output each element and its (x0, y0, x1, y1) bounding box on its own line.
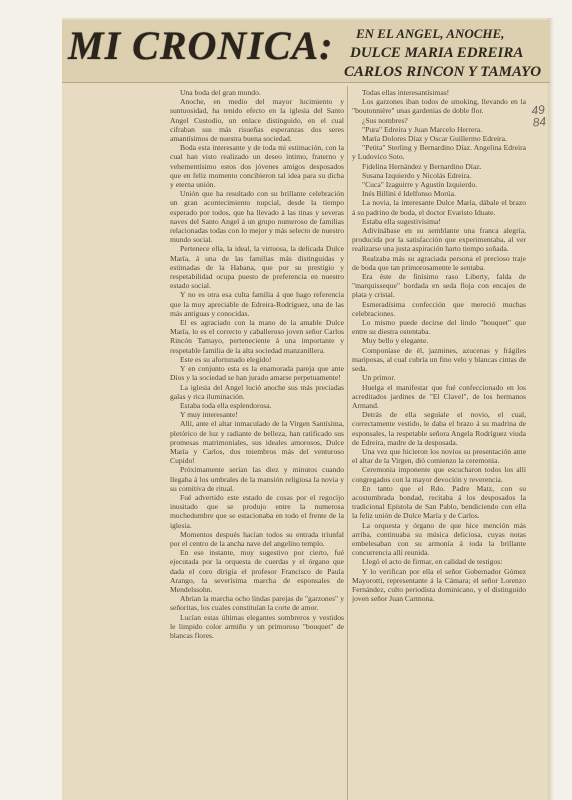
article-paragraph: Realzaba más su agraciada persona el precioso traje de boda que tan primorosamente le sentaba. (352, 253, 526, 272)
handwritten-annotation (531, 103, 547, 128)
article-paragraph: Susana Izquierdo y Nicolás Edreira. (362, 170, 472, 180)
article-paragraph: Boda esta interesante y de toda mi estimación, con la cual han visto realizado un deseo íntimo, fraterno y vehementísimo estos dos jóvenes amigos desposados que en feliz momento concibieron tal idea para su dicha y eterna unión. (170, 143, 344, 190)
article-paragraph: La iglesia del Angel lució anoche sus más preciadas galas y rica iluminación. (170, 382, 344, 401)
article-paragraph: Este es su afortunado elegido! (180, 354, 272, 364)
article-paragraph: Componíase de él, jazmines, azucenas y frágiles mariposas, al cual cubría un fino velo y blancas cintas de seda. (352, 345, 526, 374)
article-paragraph: Todas ellas interesantísimas! (362, 88, 450, 97)
annotation-line-2: 84 (531, 114, 547, 130)
article-paragraph: Estaba ella sugestivísima! (362, 216, 441, 226)
article-paragraph: María Dolores Díaz y Oscar Guillermo Edreira. (362, 134, 507, 144)
article-paragraph: Llegó el acto de firmar, en calidad de testigos: (362, 557, 503, 567)
article-paragraph: Y no es otra esa culta familia á que hago referencia que la muy apreciable de Edreira-Rodríguez, una de las más antiguas y conocidas. (170, 290, 344, 318)
article-paragraph: Y lo verifican por ella el señor Gobernador Gómez Mayorotti, representante á la Cámara; el señor Lorenzo Fernández, culto periodista dominicano, y el distinguido joven señor Juan Carmona. (352, 566, 526, 604)
article-paragraph: En ese instante, muy sugestivo por cierto, fué ejecutada por la orquesta de cuerdas y el órgano que dada el coro dirigía el profesor Francisco de Paula Arango, la severísima marcha de esponsales de Mendelssohn. (170, 548, 344, 594)
article-paragraph: Anoche, en medio del mayor lucimiento y suntuosidad, ha tenido efecto en la iglesia del Santo Angel Custodio, un enlace distinguido, en el cual cifraban sus más risueñas esperanzas dos seres amantísimos de nuestra buena sociedad. (170, 97, 344, 144)
article-paragraph: Próximamente serían las diez y minutos cuando llegaba á los umbrales de la mansión religiosa la novia y su comitiva de ritual. (170, 465, 344, 493)
article-paragraph: La orquesta y órgano de que hice mención más arriba, continuaba su música deliciosa, cuyas notas embelesaban con su armonía á toda la brillante concurrencia allí reunida. (352, 520, 526, 558)
article-paragraph: Abrían la marcha ocho lindas parejas de "garzones" y señoritas, los cuales constituían la corte de amor. (170, 594, 344, 613)
column-header (62, 20, 550, 83)
article-paragraph: ¿Sus nombres? (362, 115, 408, 125)
article-column-left (170, 88, 344, 798)
subtitle-line-2: DULCE MARIA EDREIRA (350, 45, 524, 61)
article-paragraph: Lucían estas últimas elegantes sombreros y vestidos le limpido color armiño y un primoroso "bouquet" de blancas flores. (170, 612, 344, 640)
article-paragraph: Y muy interesante! (180, 410, 238, 420)
column-subtitle (344, 26, 544, 81)
subtitle-line-3: CARLOS RINCON Y TAMAYO (344, 64, 542, 80)
article-paragraph: Adivinábase en su semblante una franca alegría, producida por la satisfacción que experimentaba, al ver realizarse una justa aspiración harto tiempo soñada. (352, 226, 526, 254)
article-paragraph: Muy bello y elegante. (362, 336, 429, 346)
article-paragraph: En tanto que el Rdo. Padre Matz, con su acostumbrada bondad, recitaba á los desposados la tradicional Epístola de San Pablo, bendiciendo con ella la feliz unión de Dulce María y de Carlos. (352, 483, 526, 521)
article-paragraph: Era éste de finísimo raso Liberty, falda de "marquisseque" bordada en seda floja con encajes de plata y cristal. (352, 272, 526, 300)
article-paragraph: Los garzones iban todos de smoking, llevando en la "boutonnière" unas gardenias de doble flor. (352, 97, 526, 116)
article-paragraph: Momentos después hacían todos su entrada triunfal por el centro de la ancha nave del angelino templo. (170, 529, 344, 548)
article-paragraph: "Cuca" Izaguirre y Agustín Izquierdo. (362, 180, 478, 190)
article-paragraph: Fidelina Hernández y Bernardino Díaz. (362, 161, 482, 171)
article-paragraph: Y en conjunto esta es la enamorada pareja que ante Dios y la sociedad se han jurado amarse perpetuamente! (170, 364, 344, 383)
column-title: MI CRONICA: (68, 23, 334, 68)
article-paragraph: El es agraciado con la mano de la amable Dulce María, lo es el correcto y caballeroso joven señor Carlos Rincón Tamayo, perteneciente á una importante y respetable familia de la alta sociedad manzanillera. (170, 318, 344, 355)
article-column-right (352, 88, 526, 798)
article-paragraph: Esmeradísima confección que mereció muchas celebraciones. (352, 299, 526, 318)
annotation-line-1: 49 (530, 102, 546, 118)
article-paragraph: Inés Billini é Idelfonso Morúa. (362, 189, 456, 199)
article-paragraph: Pertenece ella, la ideal, la virtuosa, la delicada Dulce María, á una de las familias más distinguidas y estimadas de la Habana, que por su prestigio y respetabilidad ocupa puesto de preferencia en nuestro estado social. (170, 244, 344, 291)
article-paragraph: La novia, la interesante Dulce María, dábale el brazo á su padrino de boda, el doctor Evaristo Iduate. (352, 198, 526, 217)
article-paragraph: "Pura" Edreira y Juan Marcelo Herrera. (362, 124, 483, 134)
article-paragraph: Estaba toda ella esplendorosa. (180, 400, 272, 410)
article-paragraph: Un primor. (362, 373, 396, 383)
article-paragraph: Fué advertido este estado de cosas por el regocijo inusitado que se produjo entre la numerosa muchedumbre que se estacionaba en todo el frente de la iglesia. (170, 492, 344, 530)
article-paragraph: Ceremonia imponente que escucharon todos los allí congregados con la mayor devoción y reverencia. (352, 465, 526, 484)
article-paragraph: Allí, ante el altar inmaculado de la Virgen Santísima, pletórico de luz y radiante de belleza, han ratificado sus promesas matrimoniales, sus ideales amorosos, Dulce María y Carlos, dos miembros más del venturoso Cupido! (170, 419, 344, 466)
article-paragraph: Huelga el manifestar que fué confeccionado en los acreditados jardines de "El Clavel", de los hermanos Armand. (352, 382, 526, 410)
article-paragraph: Unión que ha resultado con su brillante celebración un gran acontecimiento nupcial, desde la tiempo esperado por todos, que ha llevado á las tinas y severas naves del Santo Angel á un grupo numeroso de familias relacionadas todas con lo mejor y más selecto de nuestro mundo social. (170, 189, 344, 245)
article-paragraph: "Petita" Sterling y Bernardino Díaz. Angelina Edreira y Ludovico Soto. (352, 143, 526, 162)
article-paragraph: Una vez que hicieron los novios su presentación ante el altar de la Virgen, dió comienzo la ceremonia. (352, 446, 526, 466)
clipping-edge-shadow (548, 18, 554, 800)
column-divider (347, 86, 348, 800)
subtitle-line-1: EN EL ANGEL, ANOCHE, (356, 26, 505, 41)
article-paragraph: Detrás de ella seguíale el novio, el cual, correctamente vestido, le daba el brazo á su madrina de esponsales, la respetable señora Angela Rodríguez viuda de Edreira, madre de la desposada. (352, 410, 526, 447)
article-paragraph: Lo mismo puede decirse del lindo "bouquet" que entre su diestra ostentaba. (352, 318, 526, 337)
article-paragraph: Una boda del gran mundo. (180, 88, 261, 97)
